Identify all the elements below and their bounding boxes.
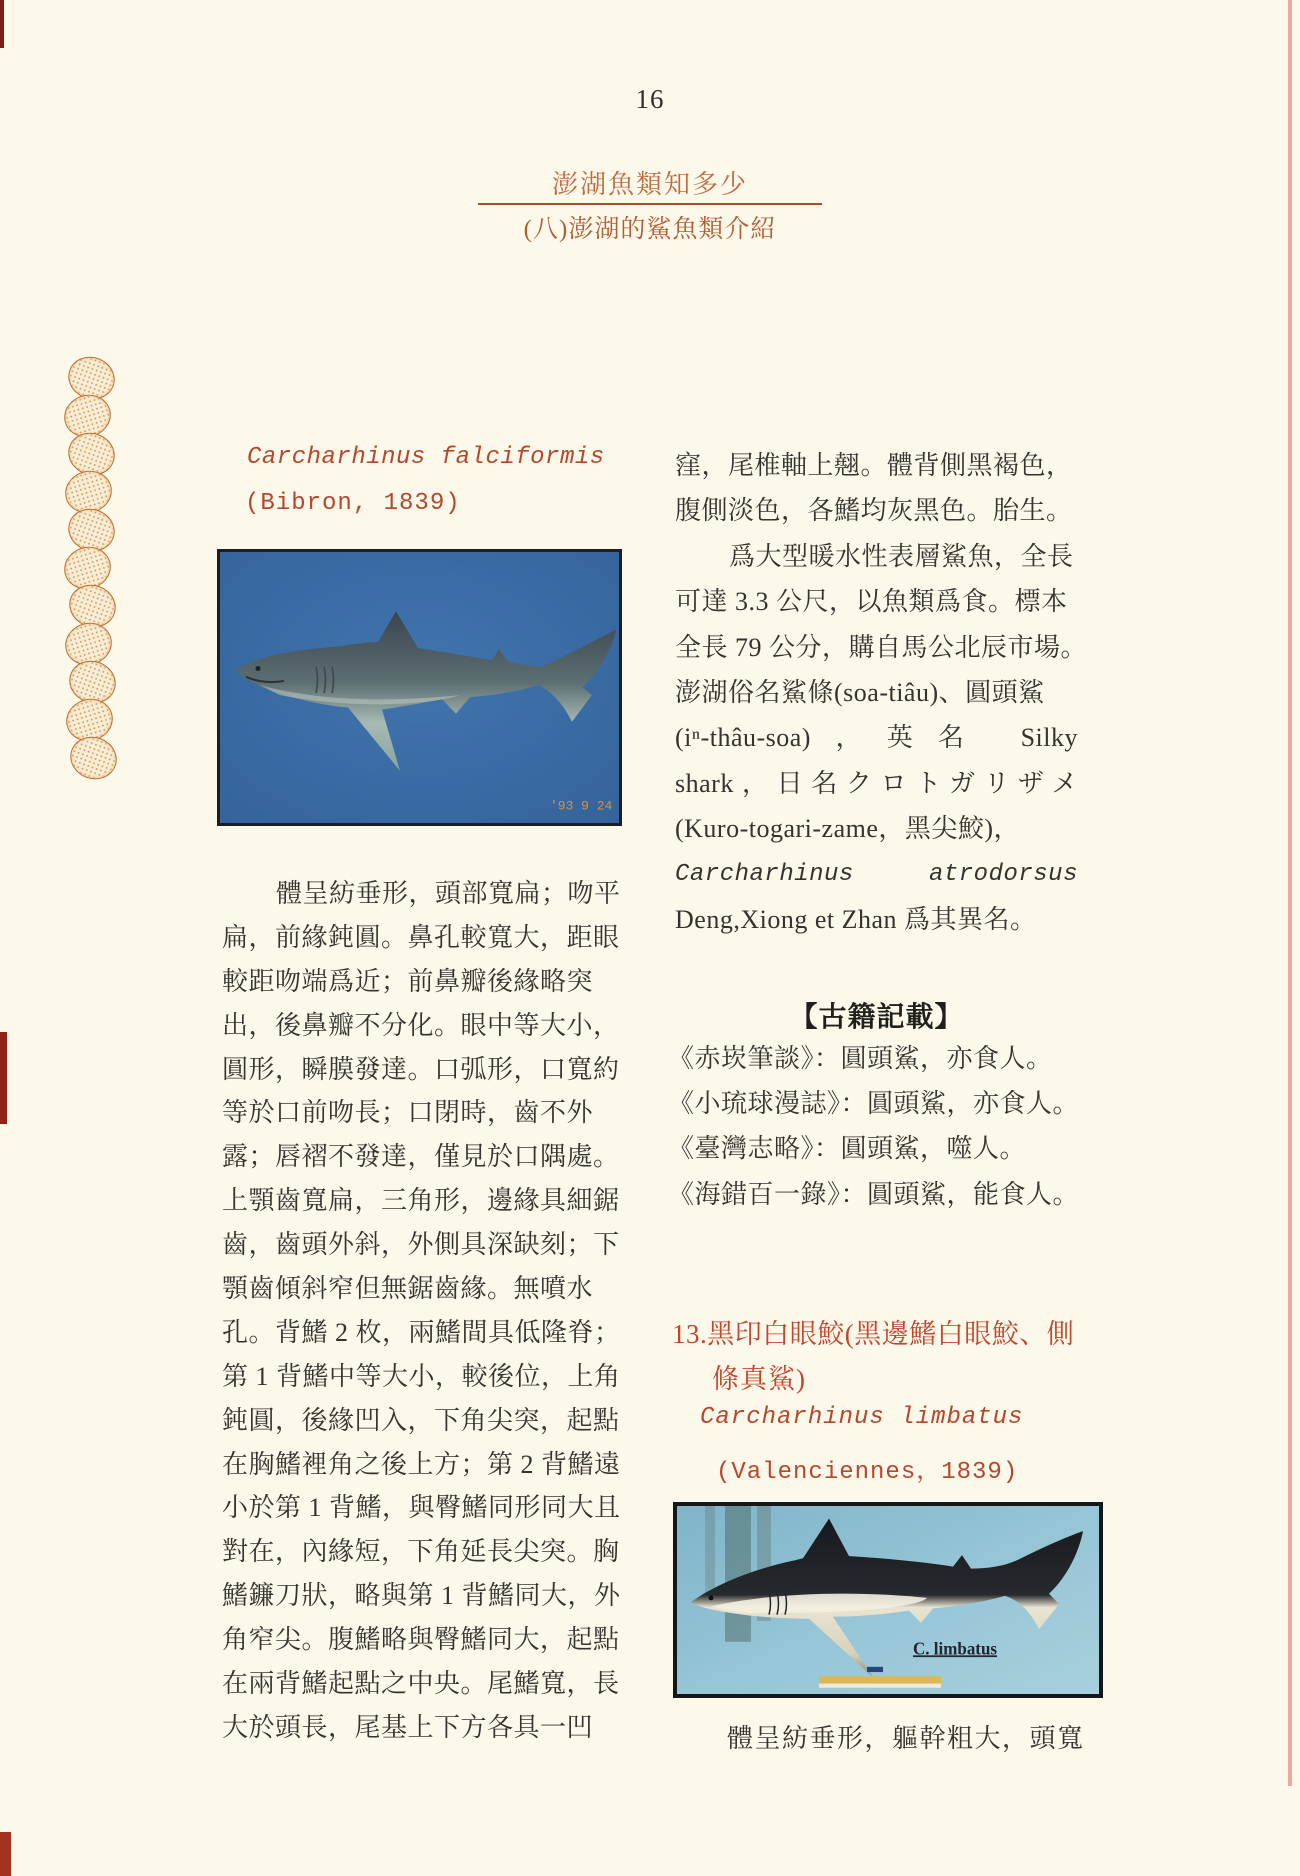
- species2-photo: [673, 1502, 1103, 1698]
- species1-scientific-name: Carcharhinus falciformis: [247, 444, 605, 471]
- synonym-scientific-name: Carcharhinus atrodorsus: [675, 860, 1078, 888]
- body-line: (iⁿ-thâu-soa)，英名 Silky: [675, 723, 1078, 753]
- body-line: 圓形，瞬膜發達。口弧形，口寬約: [222, 1054, 620, 1084]
- species1-author-year: (Bibron, 1839): [245, 490, 461, 517]
- body-line: 較距吻端爲近；前鼻瓣後緣略突: [222, 966, 594, 996]
- shark-photo-illustration: [677, 1506, 1099, 1694]
- body-line: shark，日名クロトガリザメ: [675, 768, 1078, 798]
- title-underline: [478, 203, 822, 205]
- body-line: 第 1 背鰭中等大小，較後位，上角: [222, 1361, 621, 1391]
- species2-heading-line1: 13.黑印白眼鮫(黑邊鰭白眼鮫、側: [672, 1319, 1075, 1349]
- body-line: 爲大型暖水性表層鯊魚，全長: [729, 541, 1074, 571]
- ornament-medallion: [64, 730, 123, 786]
- species1-description: [222, 872, 621, 1750]
- book-title: 澎湖魚類知多少: [551, 170, 748, 199]
- scan-edge-mark: [0, 1832, 11, 1876]
- body-line: 體呈紡垂形，頭部寬扁；吻平: [276, 879, 621, 908]
- body-line: 全長 79 公分，購自馬公北辰市場。: [675, 632, 1088, 662]
- ancient-records-title: 【古籍記載】: [789, 1002, 964, 1033]
- species2-author-year: (Valenciennes，1839): [716, 1459, 1019, 1486]
- body-line: 在胸鰭裡角之後上方；第 2 背鰭遠: [222, 1449, 621, 1479]
- photo-date-stamp: '93 9 24: [550, 798, 613, 814]
- body-line: 對在，內緣短，下角延長尖突。胸: [222, 1537, 620, 1567]
- body-line: (Kuro-togari-zame，黑尖鮫)，: [675, 814, 1021, 844]
- body-line: 可達 3.3 公尺，以魚類爲食。標本: [675, 587, 1068, 617]
- body-line: 澎湖俗名鯊條(soa-tiâu)、圓頭鯊: [675, 677, 1045, 707]
- chapter-subtitle: (八)澎湖的鯊魚類介紹: [523, 216, 777, 243]
- body-line: 露；唇褶不發達，僅見於口隅處。: [222, 1142, 620, 1172]
- body-line: 顎齒傾斜窄但無鋸齒緣。無噴水: [222, 1274, 594, 1304]
- ancient-records-list: [668, 1036, 1088, 1217]
- record-line: 《海錯百一錄》：圓頭鯊，能食人。: [668, 1179, 1080, 1209]
- body-line: 鰭鐮刀狀，略與第 1 背鰭同大，外: [222, 1581, 621, 1611]
- body-line: 等於口前吻長；口閉時，齒不外: [222, 1098, 594, 1128]
- species1-photo: [217, 549, 622, 826]
- shark-photo-illustration: [220, 552, 619, 823]
- body-line: 上顎齒寬扁，三角形，邊緣具細鋸: [222, 1186, 620, 1216]
- body-line: 在兩背鰭起點之中央。尾鰭寬，長: [222, 1669, 620, 1699]
- species2-scientific-name: Carcharhinus limbatus: [700, 1404, 1024, 1431]
- page-number: 16: [635, 84, 665, 114]
- photo-species-label: C. limbatus: [913, 1638, 998, 1659]
- body-line: 扁，前緣鈍圓。鼻孔較寬大，距眼: [222, 922, 620, 952]
- body-line: 齒，齒頭外斜，外側具深缺刻；下: [222, 1230, 620, 1260]
- body-line: 小於第 1 背鰭，與臀鰭同形同大且: [222, 1493, 621, 1523]
- body-line: 窪，尾椎軸上翹。體背側黑褐色，: [675, 451, 1073, 480]
- species2-description-first-line: 體呈紡垂形，軀幹粗大，頭寬: [727, 1724, 1085, 1753]
- body-line: 孔。背鰭 2 枚，兩鰭間具低隆脊；: [222, 1317, 621, 1347]
- body-line: 腹側淡色，各鰭均灰黑色。胎生。: [675, 496, 1073, 526]
- scan-edge-mark: [0, 1032, 7, 1124]
- scan-edge-mark: [0, 0, 4, 48]
- record-line: 《臺灣志略》：圓頭鯊，噬人。: [668, 1134, 1027, 1164]
- scan-edge-mark: [1288, 0, 1292, 1786]
- body-line: 大於頭長，尾基上下方各具一凹: [222, 1712, 594, 1742]
- body-line: 出，後鼻瓣不分化。眼中等大小，: [222, 1010, 620, 1040]
- record-line: 《赤崁筆談》：圓頭鯊，亦食人。: [668, 1044, 1053, 1073]
- body-line: 鈍圓，後緣凹入，下角尖突，起點: [222, 1405, 620, 1435]
- body-line: Deng,Xiong et Zhan 爲其異名。: [675, 904, 1037, 934]
- body-line: 角窄尖。腹鰭略與臀鰭同大，起點: [222, 1625, 620, 1655]
- record-line: 《小琉球漫誌》：圓頭鯊，亦食人。: [668, 1089, 1080, 1119]
- species1-description-continued: [675, 443, 1088, 942]
- species2-heading-line2: 條真鯊): [712, 1364, 806, 1394]
- ruler: [819, 1676, 941, 1683]
